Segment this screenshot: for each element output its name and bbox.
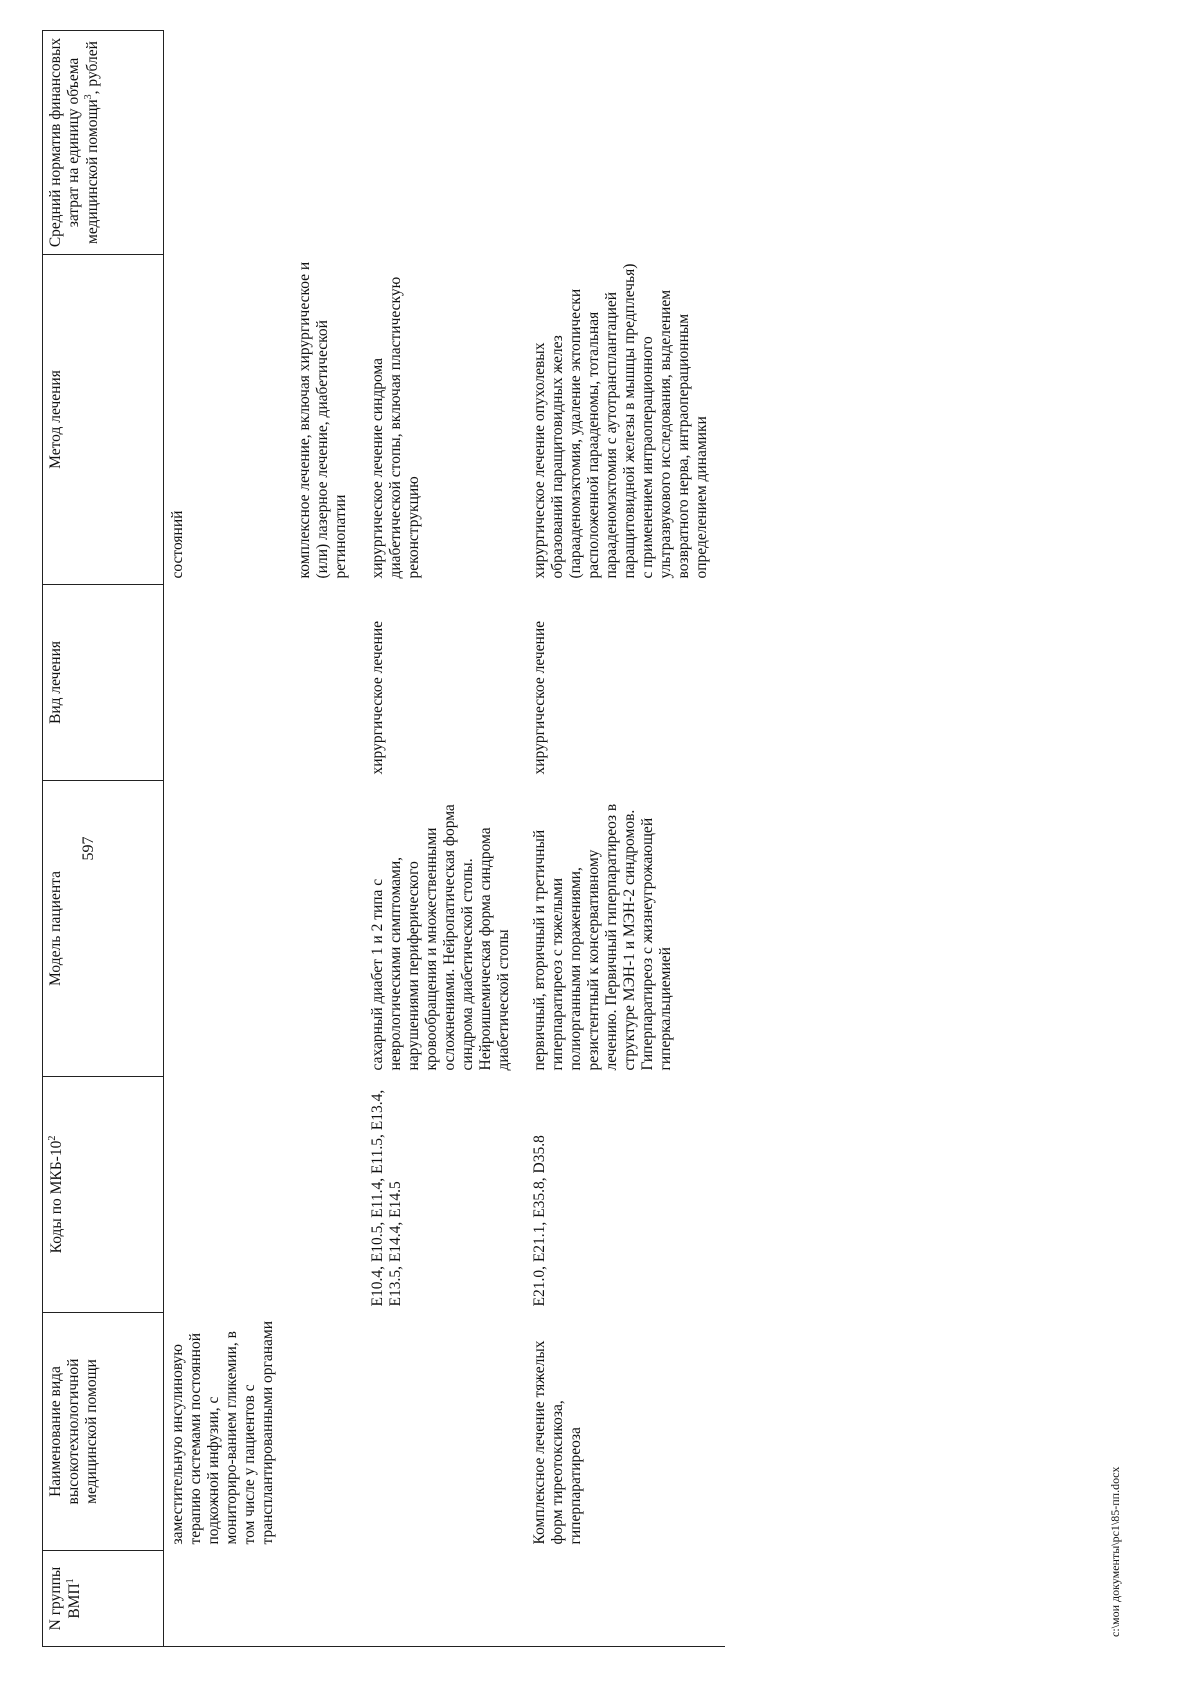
table-row (526, 31, 725, 1647)
cell-n-group (291, 1551, 364, 1647)
cell-method: комплексное лечение, включая хирургическое и (или) лазерное лечение, диабетической ретинопатии (295, 261, 349, 579)
table-row (164, 31, 291, 1647)
cell-model (291, 781, 364, 1077)
cell-model: сахарный диабет 1 и 2 типа с неврологическими симптомами, нарушениями периферического кровообращения и множественными осложнениями. Нейропатическая форма синдрома диабетической стопы. Нейроишемическая форма синдрома диабетической стопы (368, 804, 512, 1071)
cell-cost (164, 31, 291, 255)
table-row (364, 31, 527, 1647)
page-number: 597 (80, 836, 97, 861)
header-model: Модель пациента (43, 781, 164, 1077)
header-row (43, 31, 164, 1647)
cell-cost (526, 31, 725, 255)
cell-codes (164, 1077, 291, 1313)
cell-method: хирургическое лечение синдрома диабетической стопы, включая пластическую реконструкцию (368, 276, 422, 579)
table-row (291, 31, 364, 1647)
cell-type (164, 585, 291, 781)
vmp-table (42, 30, 725, 1647)
header-codes: Коды по МКБ-$10^2$ (43, 1077, 164, 1313)
cell-name: заместительную инсулиновую терапию системами постоянной подкожной инфузии, с мониториро-ванием гликемии, в том числе у пациентов с трансплантированными органами (169, 1320, 276, 1545)
cell-cost (291, 31, 364, 255)
cell-codes (291, 1077, 364, 1313)
cell-n-group (364, 1551, 527, 1647)
header-method: Метод лечения (43, 255, 164, 585)
header-name: Наименование вида высокотехнологичной медицинской помощи (43, 1313, 164, 1551)
cell-cost (364, 31, 527, 255)
cell-n-group (164, 1551, 291, 1647)
header-n-group: N группы ВМП$^1$ (43, 1551, 164, 1647)
cell-method: хирургическое лечение опухолевых образований паращитовидных желез (парааденомэктомия, удаление эктопически расположенной парааденомы, тотальная парааденомэктомия с аутотранcплантацией паращитовидной железы в мышцы предплечья) с применением интраоперационного ультразвукового исследования, выделением возвратного нерва, интраоперационным определением динамики (531, 263, 711, 579)
header-type: Вид лечения (43, 585, 164, 781)
cell-model: первичный, вторичный и третичный гиперпаратиреоз с тяжелыми полиорганными поражениями, резистентный к консервативному лечению. Первичный гиперпаратиреоз в структуре МЭН-1 и МЭН-2 синдромов. Гиперпаратиреоз с жизнеугрожающей гиперкальциемией (531, 803, 675, 1071)
cell-n-group (526, 1551, 725, 1647)
cell-type (291, 585, 364, 781)
header-cost: Средний норматив финансовых затрат на единицу объема медицинской помощи$^3$, рублей (43, 31, 164, 255)
cell-model (164, 781, 291, 1077)
cell-type: хирургическое лечение (368, 621, 386, 775)
cell-name (291, 1313, 364, 1551)
cell-name: Комплексное лечение тяжелых форм тиреотоксикоза, гиперпаратиреоза (531, 1340, 585, 1545)
cell-method: состояний (169, 510, 186, 579)
footer-file-path: c:\мои документы\рс1\85-пп.docx (1108, 1466, 1122, 1637)
cell-codes: E10.4, E10.5, E11.4, E11.5, E13.4, E13.5, E14.4, E14.5 (368, 1089, 404, 1307)
cell-type: хирургическое лечение (531, 621, 549, 775)
cell-name (364, 1313, 527, 1551)
cell-codes: E21.0, E21.1, E35.8, D35.8 (531, 1135, 549, 1307)
